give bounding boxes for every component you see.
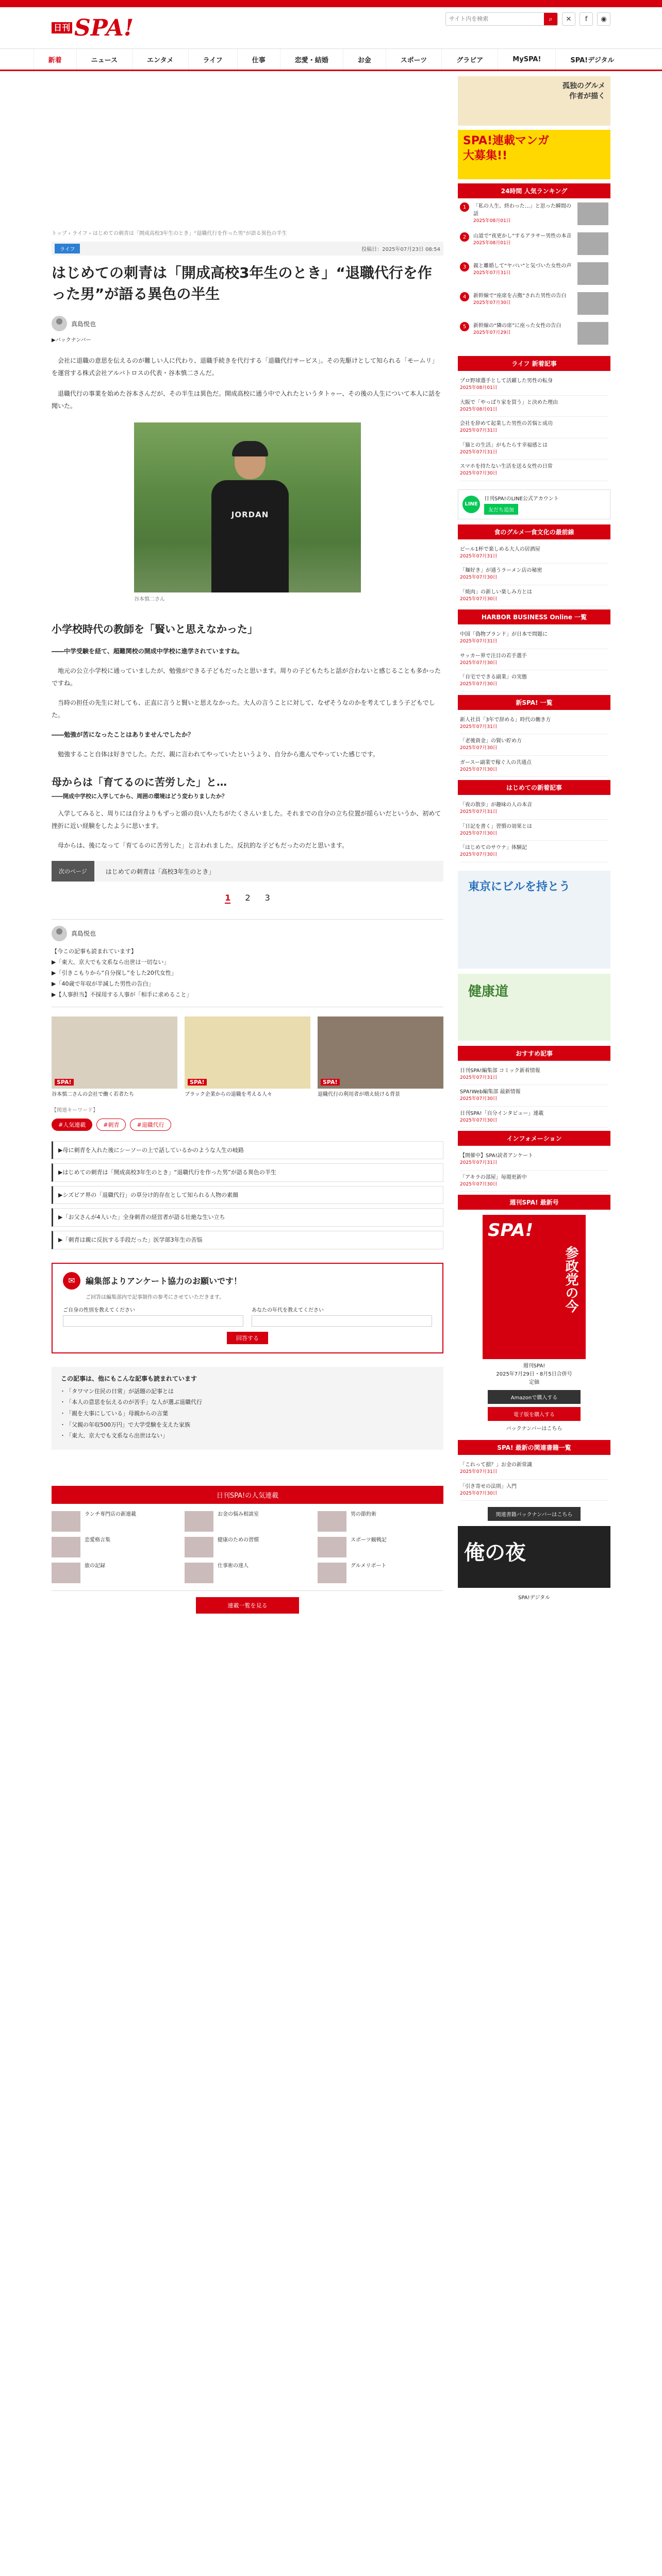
popular-item[interactable]: 旅の記録 bbox=[52, 1563, 177, 1583]
global-nav bbox=[0, 48, 662, 71]
nav-item-money[interactable]: お金 bbox=[343, 49, 386, 70]
site-header bbox=[0, 7, 662, 48]
tag-list bbox=[52, 1118, 443, 1131]
osusume-item[interactable]: 日刊SPA!「自分インタビュー」連載 2025年07月30日 bbox=[460, 1107, 608, 1128]
osusume-list bbox=[458, 1061, 610, 1131]
answer-1b: 当時の担任の先生に対しても、正直に言うと賢いと思えなかった。大人の言うことに対して、なぜそうなのかを考えてしまう子どもでした。 bbox=[52, 699, 435, 719]
osusume-item[interactable]: SPA!Web編集部 最新情報 2025年07月30日 bbox=[460, 1085, 608, 1107]
survey-q2: あなたの年代を教えてください bbox=[252, 1307, 324, 1313]
shin-list bbox=[458, 710, 610, 781]
ranking-item[interactable]: 1 「私の人生、終わった…」と思った瞬間の話 2025年08月01日 bbox=[460, 202, 608, 225]
next-page-box[interactable] bbox=[52, 861, 443, 882]
shin-item[interactable]: 新人社員「3年で辞める」時代の働き方 2025年07月31日 bbox=[460, 713, 608, 735]
survey-title: 編集部よりアンケート協力のお願いです！ bbox=[86, 1276, 242, 1286]
popular-item[interactable]: お金の悩み相談室 bbox=[185, 1511, 310, 1532]
info-item[interactable]: 「アキラの部屋」毎週更新中 2025年07月30日 bbox=[460, 1171, 608, 1192]
line-add-button[interactable]: 友だち追加 bbox=[484, 504, 518, 515]
next-page-label: 次のページ bbox=[52, 861, 94, 882]
magazine-info: 週刊SPA! 2025年7月29日・8月5日合併号 定価 bbox=[496, 1363, 572, 1385]
popular-item[interactable]: スポーツ観戦記 bbox=[318, 1537, 443, 1557]
magazine-block bbox=[458, 1210, 610, 1440]
harbor-item[interactable]: 中国「偽物ブランド」が日本で問題に 2025年07月31日 bbox=[460, 628, 608, 649]
post-date: 投稿日：2025年07月23日 08:54 bbox=[361, 247, 440, 252]
question-2: ――勉強が苦になったことはありませんでしたか？ bbox=[52, 731, 194, 739]
nav-item-new[interactable]: 新着 bbox=[34, 49, 76, 70]
amazon-button[interactable]: Amazonで購入する bbox=[488, 1390, 581, 1404]
top-red-bar bbox=[0, 0, 662, 7]
ad-night[interactable]: 俺の夜 bbox=[458, 1526, 610, 1588]
breadcrumb[interactable]: トップ › ライフ › はじめての刺青は「開成高校3年生のとき」“退職代行を作った男”が語る異色の半生 bbox=[52, 231, 287, 236]
gallery-item[interactable]: SPA! 退職代行の利用者が増え続ける背景 bbox=[318, 1016, 443, 1098]
ad-building[interactable]: 東京にビルを持とう bbox=[458, 871, 610, 969]
profile-avatar bbox=[52, 926, 67, 941]
popular-item[interactable]: グルメリポート bbox=[318, 1563, 443, 1583]
gourmet-heading: 食のグルメ一食文化の最前線 bbox=[458, 524, 610, 539]
content-wrap bbox=[52, 71, 610, 1620]
life-item[interactable]: プロ野球選手として活躍した男性の転身 2025年08月01日 bbox=[460, 374, 608, 396]
related-item[interactable]: ・ 「親を大事にしている」母親からの言葉 bbox=[61, 1409, 434, 1419]
survey-q1: ご自身の性別を教えてください bbox=[63, 1307, 135, 1313]
page-2[interactable]: 2 bbox=[245, 893, 251, 903]
related-link[interactable]: ▶はじめての刺青は「開成高校3年生のとき」“退職代行を作った男”が語る異色の半生 bbox=[52, 1163, 443, 1182]
answer-3: 入学してみると、周りには自分よりもずっと頭の良い人たちがたくさんいました。それまでの自分の立ち位置が揺らいだというか、初めて挫折に近い経験をしたように思います。 bbox=[52, 810, 441, 830]
tag[interactable]: #刺青 bbox=[96, 1118, 126, 1131]
photo-caption: 谷本慎二さん bbox=[134, 597, 165, 603]
magazine-heading: 週刊SPA! 最新号 bbox=[458, 1195, 610, 1210]
profile-name: 真島悦也 bbox=[71, 929, 96, 937]
nav-item-love[interactable]: 恋愛・結婚 bbox=[280, 49, 343, 70]
logo-badge: 日刊 bbox=[52, 22, 72, 33]
first-item[interactable]: 「日記を書く」習慣の効果とは 2025年07月30日 bbox=[460, 820, 608, 841]
nav-item-entame[interactable]: エンタメ bbox=[132, 49, 188, 70]
profile-author[interactable] bbox=[52, 926, 443, 941]
shin-heading: 新SPA! 一覧 bbox=[458, 695, 610, 710]
nav-item-digital[interactable]: SPA!デジタル bbox=[555, 49, 628, 70]
banner-manga[interactable]: SPA!連載マンガ 大募集!! bbox=[458, 130, 610, 179]
ranking-item[interactable]: 3 親と離婚して“ヤバい”と気づいた女性の声 2025年07月31日 bbox=[460, 262, 608, 285]
age-select[interactable] bbox=[252, 1315, 432, 1327]
person-figure: JORDAN bbox=[211, 443, 289, 592]
life-item[interactable]: 会社を辞めて起業した男性の苦悩と成功 2025年07月31日 bbox=[460, 417, 608, 438]
gourmet-item[interactable]: 「麺好き」が通うラーメン店の秘密 2025年07月30日 bbox=[460, 564, 608, 585]
gourmet-list bbox=[458, 539, 610, 610]
books-list bbox=[458, 1455, 610, 1504]
popular-item[interactable]: 男の節約術 bbox=[318, 1511, 443, 1532]
answer-3b: 母からは、後になって「育てるのに苦労した」と言われました。反抗的な子どもだったのだと思います。 bbox=[52, 842, 349, 850]
ranking-item[interactable]: 2 山道で“夜更かし”するアラサー男性の本音 2025年08月01日 bbox=[460, 232, 608, 255]
back-number-link[interactable]: ▶バックナンバー bbox=[52, 337, 91, 344]
osusume-heading: おすすめ記事 bbox=[458, 1046, 610, 1061]
nav-item-work[interactable]: 仕事 bbox=[237, 49, 280, 70]
author[interactable] bbox=[52, 316, 443, 331]
header-tools bbox=[445, 12, 610, 26]
osusume-item[interactable]: 日刊SPA!編集部 コミック新着情報 2025年07月31日 bbox=[460, 1064, 608, 1086]
section-heading-2: 母からは「育てるのに苦労した」と… bbox=[52, 776, 227, 789]
mail-icon: ✉ bbox=[63, 1272, 80, 1290]
banner-gourmet[interactable]: 孤独のグルメ 作者が描く bbox=[458, 76, 610, 126]
popular-series bbox=[52, 1486, 443, 1614]
author-profile bbox=[52, 919, 443, 1007]
life-list bbox=[458, 371, 610, 484]
survey-submit-button[interactable]: 回答する bbox=[227, 1332, 268, 1344]
first-item[interactable]: 「夜の散歩」が趣味の人の本音 2025年07月31日 bbox=[460, 798, 608, 820]
category-bar bbox=[52, 242, 443, 256]
gallery-item[interactable]: SPA! ブラック企業からの退職を考える人々 bbox=[185, 1016, 310, 1098]
line-follow bbox=[458, 489, 610, 519]
keyword-heading: 【関連キーワード】 bbox=[52, 1107, 98, 1113]
line-text: 日刊SPA!のLINE公式アカウント bbox=[484, 496, 559, 502]
popular-item[interactable]: ランチ専門店の新連載 bbox=[52, 1511, 177, 1532]
photo-gallery bbox=[52, 1016, 443, 1098]
logo-text: SPA! bbox=[74, 14, 134, 41]
harbor-heading: HARBOR BUSINESS Online 一覧 bbox=[458, 609, 610, 624]
page-title: はじめての刺青は「開成高校3年生のとき」“退職代行を作った男”が語る異色の半生 bbox=[52, 264, 432, 302]
answer-2: 勉強すること自体は好きでした。ただ、親に言われてやっていたというより、自分から進んでやっていた感じです。 bbox=[52, 751, 379, 758]
related-item[interactable]: ・ 「タワマン住民の日常」が話題の記事とは bbox=[61, 1387, 434, 1397]
life-heading: ライフ 新着記事 bbox=[458, 356, 610, 371]
life-item[interactable]: スマホを持たない生活を送る女性の日常 2025年07月30日 bbox=[460, 460, 608, 481]
section-heading-1: 小学校時代の教師を「賢いと思えなかった」 bbox=[52, 623, 258, 636]
popular-grid bbox=[52, 1504, 443, 1591]
series-list-button[interactable]: 連載一覧を見る bbox=[196, 1597, 299, 1614]
question-3: ――開成中学校に入学してから、周囲の環境はどう変わりましたか？ bbox=[52, 793, 227, 800]
popular-item[interactable]: 仕事術の達人 bbox=[185, 1563, 310, 1583]
page-3[interactable]: 3 bbox=[264, 893, 270, 903]
life-item[interactable]: 「猫との生活」がもたらす幸福感とは 2025年07月31日 bbox=[460, 438, 608, 460]
book-item[interactable]: 「これって損？」お金の新常識 2025年07月31日 bbox=[460, 1458, 608, 1480]
tag[interactable]: #人気連載 bbox=[52, 1118, 92, 1131]
books-heading: SPA! 最新の関連書籍一覧 bbox=[458, 1440, 610, 1455]
first-list bbox=[458, 795, 610, 866]
shin-item[interactable]: ガースー副業で稼ぐ人の共通点 2025年07月30日 bbox=[460, 756, 608, 777]
related-link[interactable]: ▶シズビア界の「退職代行」の草分け的存在として知られる人物の素顔 bbox=[52, 1186, 443, 1205]
info-item[interactable]: 【開催中】SPA!読者アンケート 2025年07月31日 bbox=[460, 1149, 608, 1171]
related-link[interactable]: ▶「お父さんが4人いた」全身刺青の経営者が語る壮絶な生い立ち bbox=[52, 1208, 443, 1227]
intro-text: 会社に退職の意思を伝えるのが難しい人に代わり、退職手続きを代行する「退職代行サービス」。その先駆けとして知られる「モームリ」を運営する株式会社アルバトロスの代表・谷本慎二さんだ。 bbox=[52, 357, 438, 377]
info-heading: インフォメーション bbox=[458, 1131, 610, 1146]
profile-text: 【今この記事も読まれています】 ▶「東大、京大でも文系なら出世は一切ない」 ▶「引きこもりから“自分探し”をした20代女性」 ▶「40歳で年収が半減した男性の告白」 ▶【人事担当】不採用する人事が「相手に求めること」 bbox=[52, 948, 192, 998]
harbor-list bbox=[458, 624, 610, 695]
search-input[interactable] bbox=[446, 13, 544, 25]
related-item[interactable]: ・ 「東大、京大でも文系なら出世はない」 bbox=[61, 1431, 434, 1441]
avatar bbox=[52, 316, 67, 331]
gourmet-item[interactable]: 「焼肉」の新しい楽しみ方とは 2025年07月30日 bbox=[460, 585, 608, 607]
ranking-heading: 24時間 人気ランキング bbox=[458, 183, 610, 198]
ad-health[interactable]: 健康道 bbox=[458, 974, 610, 1041]
article-photo bbox=[134, 422, 361, 592]
line-icon: LINE bbox=[462, 496, 480, 513]
related-heading: この記事は、他にもこんな記事も読まれています bbox=[61, 1375, 197, 1382]
related-link[interactable]: ▶母に刺青を入れた後にシーソーの上で話しているかのような人生の岐路 bbox=[52, 1141, 443, 1160]
harbor-item[interactable]: 「自宅でできる副業」の実態 2025年07月30日 bbox=[460, 670, 608, 692]
question-1: ――中学受験を経て、超難関校の開成中学校に進学されていますね。 bbox=[52, 648, 243, 655]
gallery-item[interactable]: SPA! 谷本慎二さんの会社で働く若者たち bbox=[52, 1016, 177, 1098]
survey-fields bbox=[63, 1306, 432, 1327]
gourmet-item[interactable]: ビール1杯で楽しめる大人の居酒屋 2025年07月31日 bbox=[460, 543, 608, 564]
backnumber-link[interactable]: バックナンバーはこちら bbox=[506, 1426, 562, 1432]
life-item[interactable]: 大阪で「やっぱり家を買う」と決めた理由 2025年08月01日 bbox=[460, 396, 608, 417]
first-item[interactable]: 「はじめてのサウナ」体験記 2025年07月30日 bbox=[460, 841, 608, 862]
popular-heading: 日刊SPA!の人気連載 bbox=[52, 1486, 443, 1504]
nav-item-life[interactable]: ライフ bbox=[188, 49, 237, 70]
popular-item[interactable]: 恋愛格言集 bbox=[52, 1537, 177, 1557]
nav-item-sports[interactable]: スポーツ bbox=[386, 49, 441, 70]
book-item[interactable]: 「引き寄せの法則」入門 2025年07月30日 bbox=[460, 1480, 608, 1501]
survey-box bbox=[52, 1263, 443, 1353]
digital-buy-button[interactable]: 電子版を購入する bbox=[488, 1407, 581, 1421]
nav-item-gravure[interactable]: グラビア bbox=[441, 49, 498, 70]
ranking-item[interactable]: 4 新幹線で“座席を占拠”された男性の告白 2025年07月30日 bbox=[460, 292, 608, 315]
category-badge[interactable]: ライフ bbox=[55, 244, 80, 253]
magazine-cover[interactable]: SPA! 参政党の今 bbox=[483, 1215, 586, 1359]
harbor-item[interactable]: サッカー界で注目の若手選手 2025年07月30日 bbox=[460, 649, 608, 671]
answer-1: 地元の公立小学校に通っていましたが、勉強ができる子どもだったと思います。周りの子どもたちと話が合わないと感じることも多かったですね。 bbox=[52, 667, 441, 687]
facebook-icon[interactable]: f bbox=[580, 12, 593, 26]
article-main bbox=[52, 76, 443, 1620]
gender-select[interactable] bbox=[63, 1315, 243, 1327]
related-link[interactable]: ▶「刺青は親に反抗する手段だった」医学部3年生の苦悩 bbox=[52, 1231, 443, 1249]
search-icon[interactable]: ⌕ bbox=[544, 13, 557, 25]
tag[interactable]: #退職代行 bbox=[130, 1118, 171, 1131]
pagination bbox=[52, 893, 443, 904]
ranking-list bbox=[458, 198, 610, 356]
first-heading: はじめての新着記事 bbox=[458, 780, 610, 795]
popular-item[interactable]: 健康のための習慣 bbox=[185, 1537, 310, 1557]
related-links bbox=[52, 1141, 443, 1249]
spa-digital-link[interactable]: SPA!デジタル bbox=[518, 1595, 550, 1601]
author-name: 真島悦也 bbox=[71, 320, 96, 328]
nav-item-news[interactable]: ニュース bbox=[76, 49, 132, 70]
sidebar bbox=[458, 76, 610, 1620]
shin-item[interactable]: 「老後資金」の賢い貯め方 2025年07月30日 bbox=[460, 734, 608, 756]
ranking-item[interactable]: 5 新幹線の“隣の席”に座った女性の告白 2025年07月29日 bbox=[460, 322, 608, 345]
survey-desc: ご回答は編集部内で記事制作の参考にさせていただきます。 bbox=[86, 1294, 225, 1300]
twitter-icon[interactable]: ✕ bbox=[562, 12, 575, 26]
related-item[interactable]: ・ 「父親の年収500万円」で大学受験を支えた家族 bbox=[61, 1420, 434, 1430]
intro-text-2: 退職代行の事業を始めた谷本さんだが、その半生は異色だ。開成高校に通う中で入れたというタトゥー、その後の人生について本人に話を聞いた。 bbox=[52, 390, 441, 410]
related-articles bbox=[52, 1367, 443, 1450]
rss-icon[interactable]: ◉ bbox=[597, 12, 610, 26]
nav-item-myspa[interactable]: MySPA! bbox=[498, 49, 555, 70]
search-box bbox=[445, 12, 558, 26]
info-list bbox=[458, 1146, 610, 1195]
books-backnumber-button[interactable]: 関連書籍バックナンバーはこちら bbox=[488, 1507, 581, 1521]
next-page-text: はじめての刺青は「高校3年生のとき」 bbox=[105, 868, 215, 875]
page-1[interactable]: 1 bbox=[225, 893, 231, 903]
related-item[interactable]: ・ 「本人の意思を伝えるのが苦手」な人が選ぶ退職代行 bbox=[61, 1398, 434, 1408]
site-logo[interactable] bbox=[52, 15, 134, 41]
